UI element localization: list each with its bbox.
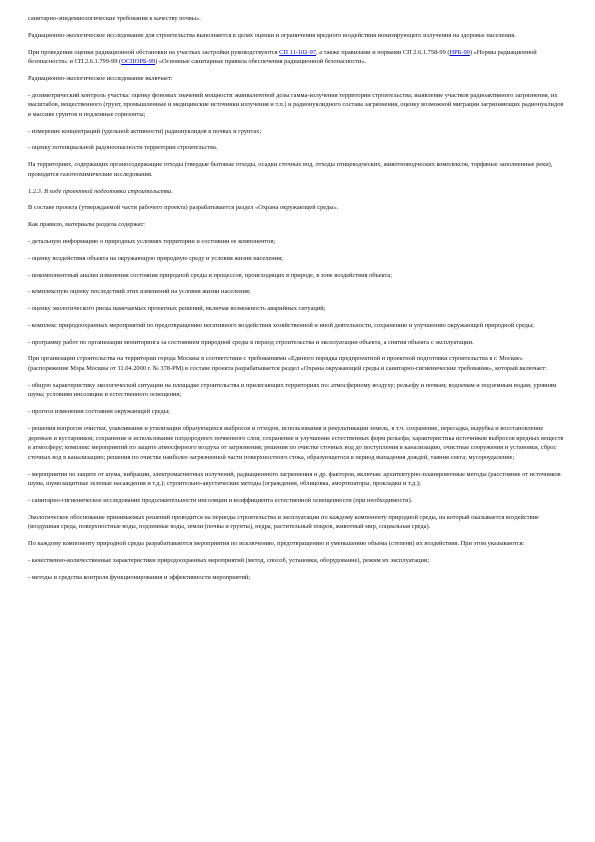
document-link[interactable]: СП 11-102-97 <box>279 48 317 56</box>
paragraph: - комплексную оценку последствий этих изменений на условия жизни населения; <box>28 288 251 296</box>
document-link[interactable]: ОСПОРБ-99 <box>121 58 156 66</box>
paragraph: - дозиметрический контроль участка: оценку фоновых значений мощности эквивалентной дозы гамма-излучения территории строительства; выявление участков радиоактивного загрязнения, их масштабов, вещественного (грунт, промышленные и медицинские источники излучения и т.п.) и радионуклидного состава загрязнения, оценку возможной миграции загрязняющих радионуклидов в массиве грунтов и подземные горизонты; <box>28 91 564 118</box>
paragraph: - детальную информацию о природных условиях территории и состоянии ее компонентов; <box>28 237 276 245</box>
paragraph-text: , а также правилами и нормами СП 2.6.1.758-99 ( <box>316 48 450 56</box>
paragraph: - оценку воздействия объекта на окружающую природную среду и условия жизни населения; <box>28 254 283 262</box>
paragraph: Радиационно-экологическое исследование включает: <box>28 74 173 82</box>
paragraph: - оценку экологического риска намечаемых проектных решений, включая возможность аварийных ситуаций; <box>28 305 326 313</box>
paragraph: - санитарно-гигиеническое исследование продолжительности инсоляции и коэффициента естественной освещенности (при необходимости). <box>28 496 413 504</box>
paragraph: 1.2.3. В ходе проектной подготовки строительства. <box>28 187 173 195</box>
paragraph: - оценку потенциальной радоноопасности территории строительства. <box>28 144 218 152</box>
paragraph: - мероприятия по защите от шума, вибрации, электромагнитных излучений, радиационного загрязнения и др. факторов, включая: архитектурно-планировочные методы (расстояние от источников шума, шумозащитные зеленые насаждения и т.д.); строительно-акустические методы (ограждения, облицовка, амортизаторы, прокладки и т.д.); <box>28 470 561 488</box>
paragraph: По каждому компоненту природной среды разрабатываются мероприятия по исключению, предотвращению и уменьшению объема (степени) их воздействия. При этом указываются: <box>28 540 525 548</box>
paragraph: - общую характеристику экологической ситуации на площадке строительства и прилегающих территориях по: атмосферному воздуху; рельефу и почвам; водоемам и подземным водам; уровням шума; условиям инсоляции и естественного освещения; <box>28 381 557 399</box>
paragraph: - покомпонентный анализ изменения состояния природной среды и процессов, происходящих в природе, в зоне воздействия объекта; <box>28 271 392 279</box>
paragraph: На территориях, содержащих органосодержащие отходы (твердые бытовые отходы, осадки сточных вод, отходы птицеводческих, животноводческих комплексов, торфяные заполненные реки), проводятся газогеохимические исследования. <box>28 161 553 178</box>
paragraph: При организации строительства на территории города Москвы в соответствии с требованиями «Единого порядка предпроектной и проектной подготовки строительства в г. Москве» (распоряжение Мэра Москвы от 11.04.2000 г. № 378-РМ) в составе проекта разрабатывается раздел «Охрана окружающей среды и санитарно-гигиенические требования», который включает: <box>28 355 547 373</box>
paragraph-text: ) «Нормы радиационной безопасности» и СП 2.6.1.799-99 ( <box>28 48 537 66</box>
paragraph: Радиационно-экологическое исследование для строительства выполняется в целях оценки и ограничения вредного воздействия ионизирующего излучения на здоровье населения. <box>28 31 516 39</box>
paragraph: - комплекс природоохранных мероприятий по предотвращению негативного воздействия хозяйственной и иной деятельности, сохранению и улучшению окружающей природной среды; <box>28 321 534 329</box>
paragraph: санитарно-эпидемиологические требования к качеству почвы». <box>28 15 201 22</box>
paragraph <box>28 48 565 67</box>
paragraph: Как правило, материалы раздела содержат: <box>28 221 146 229</box>
document-body <box>28 14 565 589</box>
paragraph: - измерение концентраций (удельной активности) радионуклидов в почвах и грунтах; <box>28 127 262 135</box>
paragraph: Экологическое обоснование принимаемых решений проводится на периоды строительства и эксплуатации по каждому компоненту природной среды, на который оказывается воздействие (воздушная среда, поверхностные воды, подземные воды, земли (почвы и грунты), недра, растительный покров, животный мир, социальная среда). <box>28 513 539 531</box>
paragraph: - решения вопросов очистки, улавливания и утилизации образующихся выбросов и отходов, использования и рекультивации земель, в т.ч. сохранение, пересадка, вырубка и восстановление деревьев и кустарников; сохранение и использование плодородного почвенного слоя; сохранение и улучшение естественных форм рельефа; характеристика источников выбросов вредных веществ в атмосферу; комплекс мероприятий по защите атмосферного воздуха от загрязнения; решения по очистке сточных вод до поступления в канализацию, очистные сооружения и установки, сброс сточных вод в канализацию; решения по очистке наиболее загрязненной части поверхностного стока, образующегося в период выпадения дождей, таяния снега; мусороудаление; <box>28 424 564 461</box>
paragraph: - прогноз изменения состояния окружающей среды; <box>28 408 170 416</box>
paragraph: - методы и средства контроля функционирования и эффективности мероприятий; <box>28 573 251 581</box>
paragraph-text: При проведении оценки радиационной обстановки на участках застройки руководствуются <box>28 48 280 56</box>
paragraph: В составе проекта (утверждаемой части рабочего проекта) разрабатывается раздел «Охрана окружающей среды». <box>28 204 339 212</box>
paragraph: - программу работ по организации мониторинга за состоянием природной среды в период строительства и эксплуатации объекта, а снятия объекта с эксплуатации. <box>28 338 474 346</box>
document-link[interactable]: НРБ-99 <box>449 48 470 56</box>
paragraph-text: ) «Основные санитарные правила обеспечения радиационной безопасности». <box>155 58 367 66</box>
paragraph: - качественно-количественные характеристики природоохранных мероприятий (метод, способ, установки, оборудование), режим их эксплуатации; <box>28 556 430 564</box>
